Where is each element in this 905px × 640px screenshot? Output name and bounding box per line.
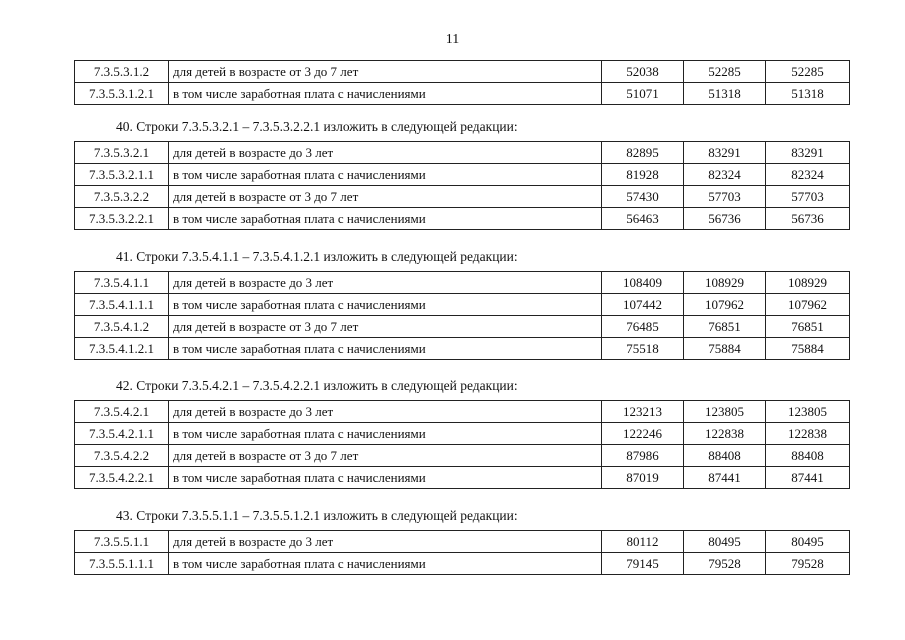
row-value-2: 52285 [684, 61, 766, 83]
row-code: 7.3.5.4.1.1 [75, 272, 169, 294]
row-value-1: 87986 [602, 445, 684, 467]
row-code: 7.3.5.4.2.2.1 [75, 467, 169, 489]
row-value-2: 80495 [684, 531, 766, 553]
row-description: в том числе заработная плата с начислениями [169, 164, 602, 186]
table-row [75, 186, 850, 208]
row-value-2: 108929 [684, 272, 766, 294]
table-section-43 [74, 530, 849, 575]
table-section-continuation [74, 60, 849, 105]
row-value-3: 123805 [766, 401, 850, 423]
row-value-1: 56463 [602, 208, 684, 230]
row-description: для детей в возрасте от 3 до 7 лет [169, 445, 602, 467]
table-row [75, 83, 850, 105]
row-value-1: 51071 [602, 83, 684, 105]
table-row [75, 467, 850, 489]
row-value-3: 82324 [766, 164, 850, 186]
amendment-table [74, 530, 850, 575]
row-value-3: 57703 [766, 186, 850, 208]
table-row [75, 553, 850, 575]
table-section-41 [74, 271, 849, 360]
row-value-2: 83291 [684, 142, 766, 164]
row-description: в том числе заработная плата с начислениями [169, 338, 602, 360]
section-heading-40: 40. Строки 7.3.5.3.2.1 – 7.3.5.3.2.2.1 изложить в следующей редакции: [116, 119, 518, 134]
page-number: 11 [445, 32, 460, 47]
row-value-2: 107962 [684, 294, 766, 316]
section-heading-43: 43. Строки 7.3.5.5.1.1 – 7.3.5.5.1.2.1 изложить в следующей редакции: [116, 508, 518, 523]
row-code: 7.3.5.3.2.1 [75, 142, 169, 164]
row-value-1: 81928 [602, 164, 684, 186]
row-value-2: 57703 [684, 186, 766, 208]
row-code: 7.3.5.3.2.1.1 [75, 164, 169, 186]
section-heading-42: 42. Строки 7.3.5.4.2.1 – 7.3.5.4.2.2.1 изложить в следующей редакции: [116, 378, 518, 393]
row-value-1: 80112 [602, 531, 684, 553]
table-row [75, 164, 850, 186]
row-description: для детей в возрасте до 3 лет [169, 272, 602, 294]
table-row [75, 61, 850, 83]
row-value-2: 87441 [684, 467, 766, 489]
row-code: 7.3.5.4.1.2.1 [75, 338, 169, 360]
row-description: в том числе заработная плата с начислениями [169, 83, 602, 105]
row-description: в том числе заработная плата с начислениями [169, 208, 602, 230]
row-value-3: 56736 [766, 208, 850, 230]
table-section-40 [74, 141, 849, 230]
row-description: для детей в возрасте до 3 лет [169, 531, 602, 553]
row-description: в том числе заработная плата с начислениями [169, 294, 602, 316]
row-description: в том числе заработная плата с начислениями [169, 423, 602, 445]
row-value-3: 122838 [766, 423, 850, 445]
table-row [75, 338, 850, 360]
row-value-1: 107442 [602, 294, 684, 316]
table-row [75, 445, 850, 467]
row-value-2: 79528 [684, 553, 766, 575]
row-description: для детей в возрасте от 3 до 7 лет [169, 61, 602, 83]
table-row [75, 316, 850, 338]
row-value-1: 87019 [602, 467, 684, 489]
row-value-2: 88408 [684, 445, 766, 467]
amendment-table [74, 60, 850, 105]
row-code: 7.3.5.4.2.2 [75, 445, 169, 467]
row-value-1: 76485 [602, 316, 684, 338]
table-section-42 [74, 400, 849, 489]
row-value-1: 52038 [602, 61, 684, 83]
row-value-1: 122246 [602, 423, 684, 445]
row-code: 7.3.5.4.1.1.1 [75, 294, 169, 316]
row-code: 7.3.5.4.2.1 [75, 401, 169, 423]
row-value-1: 79145 [602, 553, 684, 575]
row-value-3: 52285 [766, 61, 850, 83]
table-row [75, 531, 850, 553]
row-description: для детей в возрасте от 3 до 7 лет [169, 186, 602, 208]
row-value-3: 87441 [766, 467, 850, 489]
row-code: 7.3.5.4.1.2 [75, 316, 169, 338]
row-description: для детей в возрасте от 3 до 7 лет [169, 316, 602, 338]
row-code: 7.3.5.5.1.1.1 [75, 553, 169, 575]
table-row [75, 208, 850, 230]
row-value-1: 57430 [602, 186, 684, 208]
table-row [75, 423, 850, 445]
row-description: для детей в возрасте до 3 лет [169, 142, 602, 164]
row-value-3: 80495 [766, 531, 850, 553]
row-code: 7.3.5.3.1.2.1 [75, 83, 169, 105]
row-value-2: 122838 [684, 423, 766, 445]
row-description: для детей в возрасте до 3 лет [169, 401, 602, 423]
table-row [75, 142, 850, 164]
row-value-3: 51318 [766, 83, 850, 105]
row-value-3: 108929 [766, 272, 850, 294]
row-value-1: 75518 [602, 338, 684, 360]
row-code: 7.3.5.5.1.1 [75, 531, 169, 553]
row-code: 7.3.5.3.2.2 [75, 186, 169, 208]
row-value-3: 76851 [766, 316, 850, 338]
row-value-3: 107962 [766, 294, 850, 316]
table-row [75, 272, 850, 294]
row-value-2: 51318 [684, 83, 766, 105]
row-value-1: 108409 [602, 272, 684, 294]
amendment-table [74, 400, 850, 489]
row-value-1: 82895 [602, 142, 684, 164]
table-row [75, 401, 850, 423]
row-value-2: 123805 [684, 401, 766, 423]
row-value-3: 88408 [766, 445, 850, 467]
row-value-2: 76851 [684, 316, 766, 338]
row-description: в том числе заработная плата с начислениями [169, 553, 602, 575]
amendment-table [74, 141, 850, 230]
row-value-3: 75884 [766, 338, 850, 360]
row-description: в том числе заработная плата с начислениями [169, 467, 602, 489]
row-value-2: 56736 [684, 208, 766, 230]
row-value-3: 83291 [766, 142, 850, 164]
row-value-2: 82324 [684, 164, 766, 186]
row-code: 7.3.5.3.1.2 [75, 61, 169, 83]
row-code: 7.3.5.3.2.2.1 [75, 208, 169, 230]
row-value-2: 75884 [684, 338, 766, 360]
row-value-1: 123213 [602, 401, 684, 423]
table-row [75, 294, 850, 316]
row-code: 7.3.5.4.2.1.1 [75, 423, 169, 445]
row-value-3: 79528 [766, 553, 850, 575]
section-heading-41: 41. Строки 7.3.5.4.1.1 – 7.3.5.4.1.2.1 изложить в следующей редакции: [116, 249, 518, 264]
amendment-table [74, 271, 850, 360]
